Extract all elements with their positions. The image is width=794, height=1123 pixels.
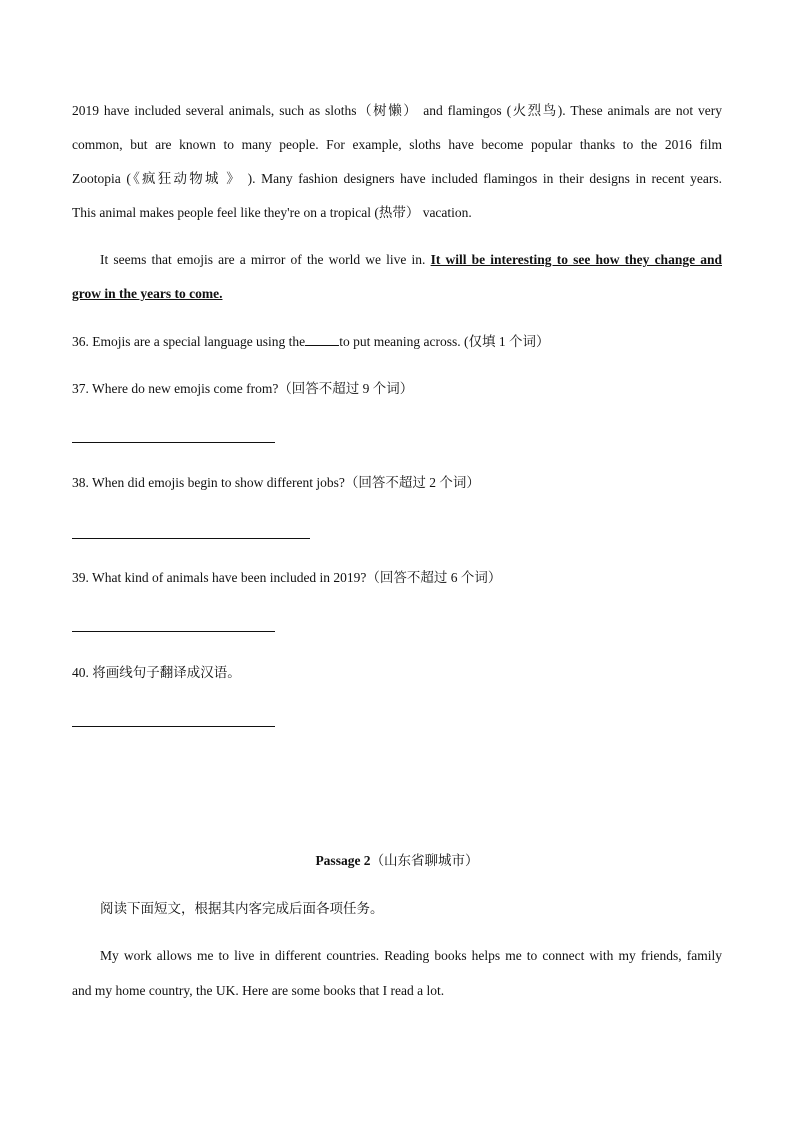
passage-2-instruction: 阅读下面短文，根据其内客完成后面各项任务。	[100, 901, 384, 916]
mirror-plain-text: It seems that emojis are a mirror of the world we live in.	[100, 252, 431, 267]
paragraph-animals-line-2: common, but are known to many people. For example, sloths have become popular thanks to the 2016 film	[72, 137, 722, 152]
paragraph-animals-line-4: This animal makes people feel like they're on a tropical (热带） vacation.	[72, 205, 472, 220]
passage-2-title	[0, 851, 794, 871]
underlined-sentence-part-2: grow in the years to come.	[72, 286, 223, 301]
question-39: 39. What kind of animals have been included in 2019?（回答不超过 6 个词）	[72, 570, 502, 585]
passage-2-title-source: （山东省聊城市）	[370, 853, 479, 868]
underlined-sentence-part-1: It will be interesting to see how they change and	[430, 252, 722, 267]
question-36-before: 36. Emojis are a special language using the	[72, 334, 306, 349]
passage-2-line-2: and my home country, the UK. Here are some books that I read a lot.	[72, 983, 445, 998]
answer-line-37	[72, 442, 275, 443]
question-38: 38. When did emojis begin to show different jobs?（回答不超过 2 个词）	[72, 475, 480, 490]
passage-2-line-1: My work allows me to live in different countries. Reading books helps me to connect with my friends, family	[100, 948, 722, 963]
answer-line-40	[72, 726, 275, 727]
question-37: 37. Where do new emojis come from?（回答不超过 9 个词）	[72, 381, 414, 396]
paragraph-animals-line-1: 2019 have included several animals, such as sloths（树懒） and flamingos (火烈鸟). These animals are not very	[72, 103, 722, 118]
answer-line-39	[72, 631, 275, 632]
passage-2-title-bold: Passage 2	[315, 853, 371, 868]
answer-line-38	[72, 538, 310, 539]
question-36	[72, 332, 722, 352]
question-36-after: to put meaning across. (仅填 1 个词）	[339, 334, 550, 349]
question-36-blank	[305, 333, 339, 346]
paragraph-mirror-line-1	[72, 250, 722, 270]
paragraph-mirror-line-2	[72, 284, 722, 304]
paragraph-animals-line-3: Zootopia (《疯狂动物城 》 ). Many fashion designers have included flamingos in their designs in recent years.	[72, 171, 722, 186]
question-40: 40. 将画线句子翻译成汉语。	[72, 665, 241, 680]
